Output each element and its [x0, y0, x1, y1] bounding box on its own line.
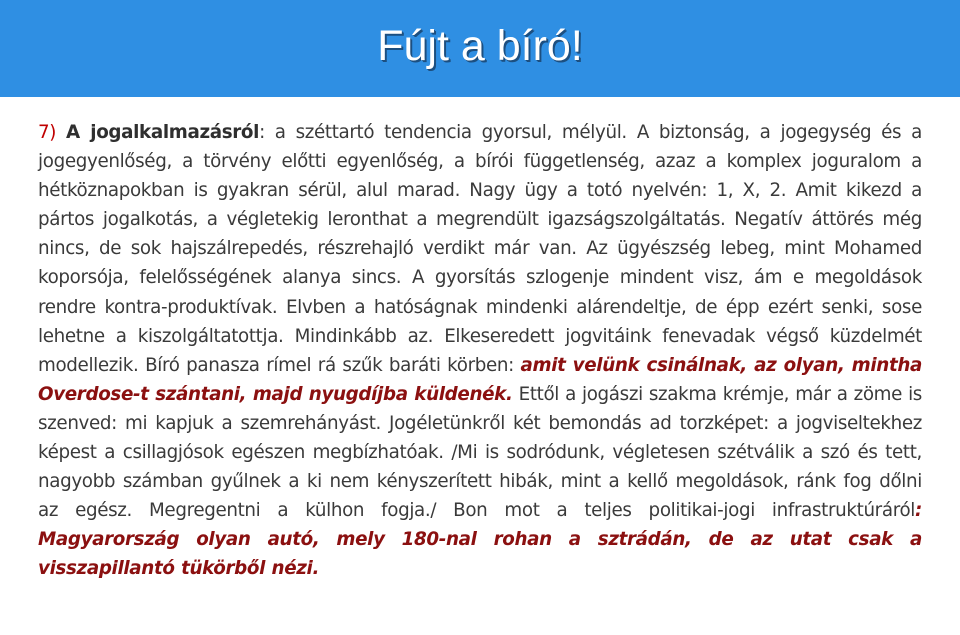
paragraph-intro: : a széttartó tendencia gyorsul, mélyül. A biztonság, a jogegység és a jogegyenlőség, a törvény előtti egyenlőség, a bírói függetlenség, azaz a komplex joguralom a hétköznapokban is gyakran sérül, alul marad. Nagy ügy a totó nyelvén: 1, X, 2. Amit kikezd a pártos jogalkotás, a végletekig leronthat a megrendült igazságszolgáltatás. Negatív áttörés még nincs, de sok hajszálrepedés, részrehajló verdikt már van. Az ügyészség lebeg, mint Mohamed koporsója, felelősségének alanya sincs. A gyorsítás szlogenje mindent visz, ám e megoldások rendre kontra-produktívak. Elvben a hatóságnak mindenki alárendeltje, de épp ezért senki, sose lehetne a kiszolgáltatottja. Mindinkább az. Elkeseredett jogvitáink fenevadak végső küzdelmét modellezik. Bíró panasza rímel rá szűk baráti körben:	[38, 122, 922, 376]
paragraph-middle: Ettől a jogászi szakma krémje, már a zöme is szenved: mi kapjuk a szemrehányást. Jogéletünkről két bemondás ad torzképet: a jogviseltekhez képest a csillagjósok egészen megbízhatóak. /Mi is sodródunk, végletesen szétválik a szó és tett, nagyobb számban gyűlnek a ki nem kényszerített hibák, mint a kellő megoldások, ránk fog dőlni az egész. Megregentni a külhon fogja./ Bon mot a teljes politikai-jogi infrastruktúráról	[38, 383, 922, 522]
section-heading: A jogalkalmazásról	[66, 122, 260, 143]
quote-judge: amit velünk csinálnak, az olyan, mintha Overdose-t szántani, majd nyugdíjba küldenék.	[38, 354, 922, 405]
quote-bon-mot: : Magyarország olyan autó, mely 180-nal rohan a sztrádán, de az utat csak a visszapillantó tükörből nézi.	[38, 500, 922, 580]
body-paragraph	[38, 118, 922, 633]
slide-title: Fújt a bíró!	[377, 22, 583, 70]
section-number: 7)	[38, 122, 57, 143]
